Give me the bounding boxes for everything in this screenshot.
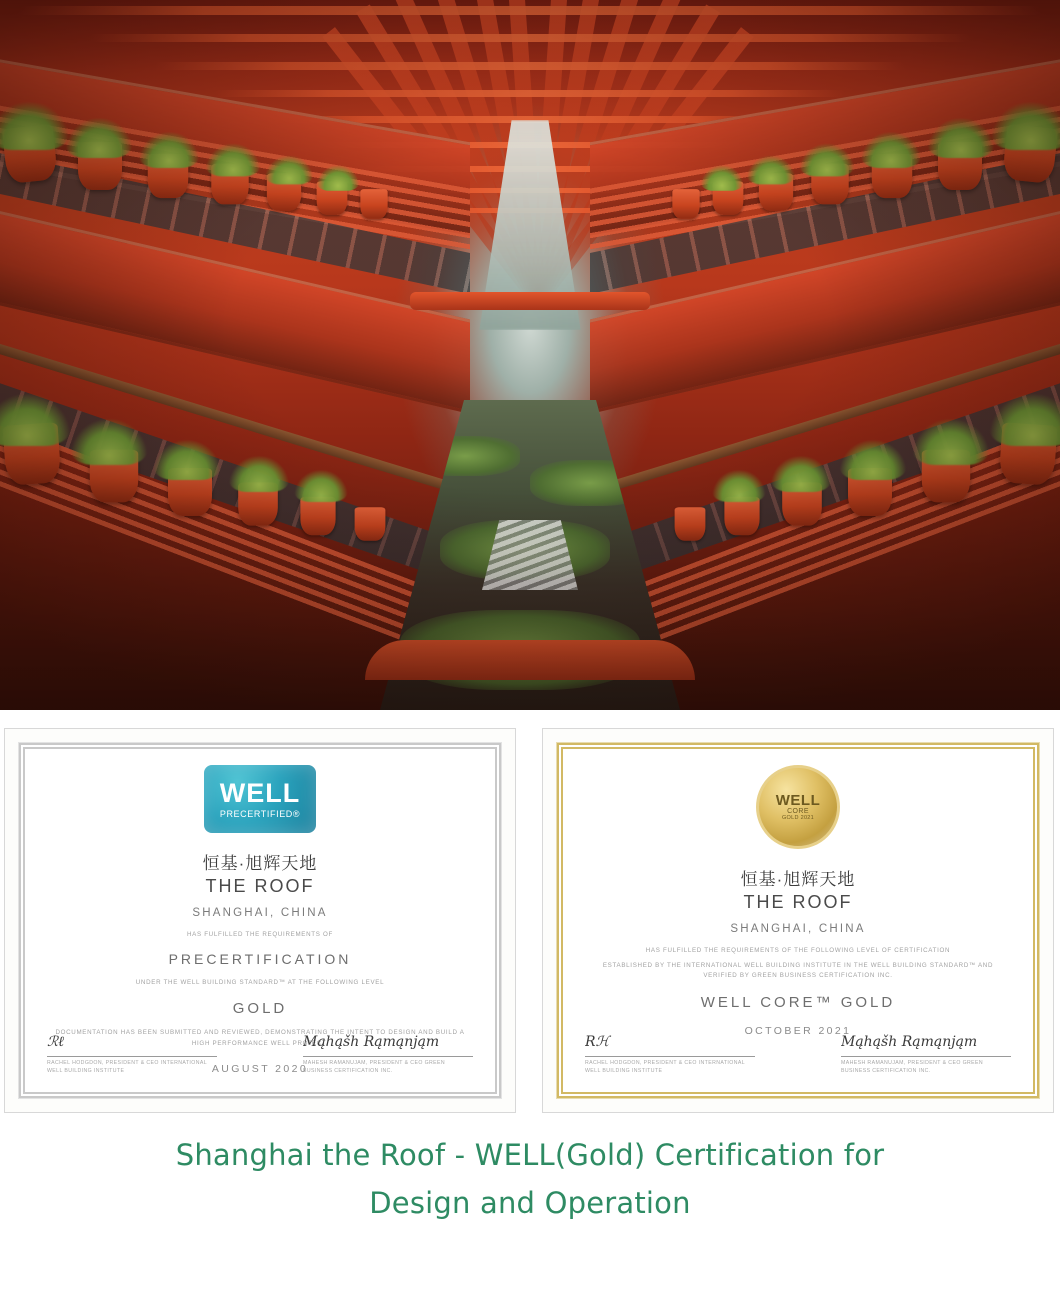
- certificate-subline: ESTABLISHED BY THE INTERNATIONAL WELL BUILDING INSTITUTE IN THE WELL BUILDING STANDARD™ AND VERIFIED BY GREEN BUSINESS CERTIFICATION INC.: [602, 961, 994, 980]
- certificates-row: [0, 710, 1060, 1110]
- certificate-well-core-gold: [542, 728, 1054, 1113]
- caption-line-2: Design and Operation: [369, 1185, 691, 1220]
- certificate-subline: UNDER THE WELL BUILDING STANDARD™ AT THE FOLLOWING LEVEL: [135, 978, 385, 986]
- signature-block-right: [841, 1034, 1011, 1076]
- signature-mark: Mąhąšh Rąmąnjąm: [303, 1034, 440, 1051]
- signature-line: [47, 1056, 217, 1057]
- seal-word-gold-year: GOLD 2021: [781, 814, 815, 821]
- badge-word-well: WELL: [219, 777, 301, 808]
- project-location: SHANGHAI, CHINA: [730, 923, 866, 935]
- signature-block-left: [47, 1034, 217, 1076]
- certificate-date: AUGUST 2020: [211, 1063, 309, 1076]
- certificate-award: WELL CORE™ GOLD: [700, 993, 896, 1011]
- seal-word-core: CORE: [787, 808, 809, 816]
- caption-line-1: Shanghai the Roof - WELL(Gold) Certification for: [175, 1138, 885, 1172]
- project-name-english: THE ROOF: [205, 876, 315, 896]
- signature-row: [47, 1034, 473, 1076]
- signature-line: [303, 1056, 473, 1057]
- signatory-name: RACHEL HODGDON, PRESIDENT & CEO INTERNATIONAL WELL BUILDING INSTITUTE: [47, 1060, 207, 1075]
- project-location: SHANGHAI, CHINA: [192, 907, 328, 919]
- signature-line: [585, 1056, 755, 1057]
- well-core-gold-seal: [756, 765, 840, 849]
- signature-line: [841, 1056, 1011, 1057]
- signature-mark: Rℋ: [585, 1034, 610, 1051]
- signature-row: [585, 1034, 1011, 1076]
- certificate-preamble: HAS FULFILLED THE REQUIREMENTS OF THE FOLLOWING LEVEL OF CERTIFICATION: [645, 947, 951, 954]
- project-name-english: THE ROOF: [743, 892, 853, 912]
- certificate-precertification: [4, 728, 516, 1113]
- certificate-preamble: HAS FULFILLED THE REQUIREMENTS OF: [186, 931, 334, 938]
- certificate-date: OCTOBER 2021: [744, 1024, 852, 1037]
- badge-word-precertified: PRECERTIFIED®: [219, 808, 301, 819]
- sky-bridge-lower: [365, 640, 695, 680]
- seal-word-well: WELL: [775, 791, 821, 809]
- well-precertified-badge: [204, 765, 316, 833]
- signature-mark: ℛℓ: [47, 1034, 65, 1051]
- certificate-award: PRECERTIFICATION: [168, 950, 352, 967]
- certificate-level: GOLD: [232, 1000, 288, 1018]
- right-gallery: [590, 0, 1060, 710]
- signatory-name: RACHEL HODGDON, PRESIDENT & CEO INTERNATIONAL WELL BUILDING INSTITUTE: [585, 1060, 745, 1075]
- image-caption: [0, 1110, 1060, 1289]
- project-name-chinese: 恒基·旭辉天地: [740, 870, 856, 889]
- signature-block-left: [585, 1034, 755, 1076]
- signatory-name: MAHESH RAMANUJAM, PRESIDENT & CEO GREEN BUSINESS CERTIFICATION INC.: [841, 1060, 984, 1075]
- left-gallery: [0, 0, 470, 710]
- signature-mark: Mąhąšh Rąmąnjąm: [841, 1034, 978, 1051]
- project-name-chinese: 恒基·旭辉天地: [202, 854, 318, 873]
- certificate-note: DOCUMENTATION HAS BEEN SUBMITTED AND REVIEWED, DEMONSTRATING THE INTENT TO DESIGN AND BUILD A HIGH PERFORMANCE WELL PROJECT.: [55, 1029, 465, 1047]
- signature-block-right: [303, 1034, 473, 1076]
- signatory-name: MAHESH RAMANUJAM, PRESIDENT & CEO GREEN BUSINESS CERTIFICATION INC.: [303, 1060, 446, 1075]
- sky-bridge-upper: [410, 292, 650, 310]
